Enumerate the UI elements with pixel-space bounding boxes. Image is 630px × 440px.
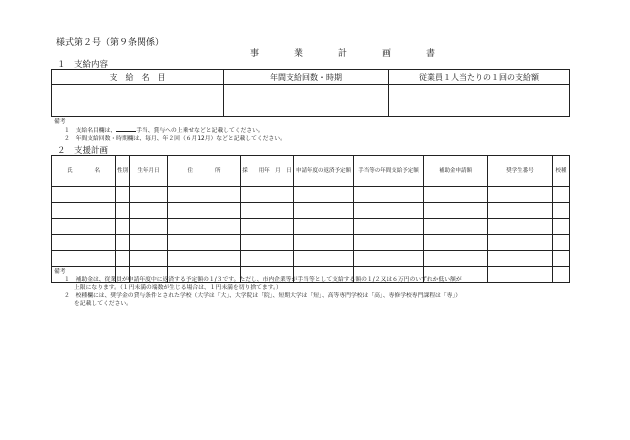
cell[interactable] <box>553 251 570 267</box>
cell[interactable] <box>116 187 130 203</box>
section-heading-support-plan: ２ 支援計画 <box>57 146 109 156</box>
cell[interactable] <box>354 203 424 219</box>
header-school-type: 校種 <box>553 156 570 187</box>
cell[interactable] <box>354 235 424 251</box>
section-heading-payment: １ 支給内容 <box>57 60 109 70</box>
header-payment-item: 支 給 名 目 <box>52 70 224 85</box>
note-line: １ 補助金は、従業員が申請年度中に返済する予定額の１/３です。ただし、市内企業等が手当等として支給する額の１/２又は６万円のいずれか低い額が <box>64 277 462 283</box>
cell[interactable] <box>52 235 116 251</box>
cell[interactable] <box>168 235 241 251</box>
section2-notes <box>54 268 462 308</box>
note-text: １ 支給名目欄は、 <box>64 128 117 134</box>
cell[interactable] <box>553 203 570 219</box>
cell[interactable] <box>294 235 354 251</box>
cell[interactable] <box>241 219 294 235</box>
cell[interactable] <box>424 251 488 267</box>
cell[interactable] <box>116 251 130 267</box>
note-line <box>54 126 286 135</box>
note-line: 上限になります。（１円未満の端数が生じる場合は、１円未満を切り捨てます。） <box>74 285 282 291</box>
cell-payment-item[interactable] <box>52 85 224 117</box>
header-name: 氏 名 <box>52 156 116 187</box>
note-line: を記載してください。 <box>74 301 132 307</box>
note-line: ２ 校種欄には、奨学金の貸与条件とされた学校（大学は「大」、大学院は「院」、短期大学は「短」、高等専門学校は「高」、専修学校専門課程は「専」） <box>64 293 462 299</box>
cell-annual-count[interactable] <box>224 85 389 117</box>
header-amount-per-employee: 従業員１人当たりの１回の支給額 <box>389 70 570 85</box>
cell[interactable] <box>116 219 130 235</box>
cell[interactable] <box>488 267 553 283</box>
cell[interactable] <box>488 203 553 219</box>
support-plan-table <box>51 155 570 283</box>
cell-amount[interactable] <box>389 85 570 117</box>
cell[interactable] <box>424 203 488 219</box>
cell[interactable] <box>52 187 116 203</box>
header-address: 住 所 <box>168 156 241 187</box>
payment-table <box>51 69 570 117</box>
cell[interactable] <box>294 203 354 219</box>
payment-table-row <box>52 85 570 117</box>
cell[interactable] <box>241 235 294 251</box>
cell[interactable] <box>52 203 116 219</box>
cell[interactable] <box>553 219 570 235</box>
header-scholarship-number: 奨学生番号 <box>488 156 553 187</box>
document-title: 事 業 計 画 書 <box>250 49 449 59</box>
notes-label: 備考 <box>54 269 66 275</box>
form-number: 様式第２号（第９条関係） <box>56 38 165 48</box>
cell[interactable] <box>294 187 354 203</box>
cell[interactable] <box>488 219 553 235</box>
header-repayment: 申請年度の返済予定額 <box>294 156 354 187</box>
note-line: ２ 年間支給回数・時期欄は、毎月、年２回（６月12月）などと記載してください。 <box>64 136 286 142</box>
cell[interactable] <box>553 235 570 251</box>
cell[interactable] <box>52 251 116 267</box>
cell[interactable] <box>130 235 168 251</box>
cell[interactable] <box>130 251 168 267</box>
support-plan-header <box>52 156 570 187</box>
cell[interactable] <box>294 251 354 267</box>
cell[interactable] <box>168 251 241 267</box>
cell[interactable] <box>424 219 488 235</box>
cell[interactable] <box>168 203 241 219</box>
cell[interactable] <box>488 187 553 203</box>
table-row <box>52 187 570 203</box>
cell[interactable] <box>553 267 570 283</box>
cell[interactable] <box>116 235 130 251</box>
cell[interactable] <box>294 219 354 235</box>
cell[interactable] <box>241 203 294 219</box>
header-hire-date: 採 用年 月 日 <box>241 156 294 187</box>
blank-line <box>116 126 136 132</box>
payment-table-header <box>52 70 570 85</box>
table-row <box>52 251 570 267</box>
header-subsidy: 補助金申請額 <box>424 156 488 187</box>
cell[interactable] <box>116 203 130 219</box>
section1-notes <box>54 118 286 143</box>
cell[interactable] <box>488 251 553 267</box>
cell[interactable] <box>130 187 168 203</box>
cell[interactable] <box>52 219 116 235</box>
cell[interactable] <box>130 219 168 235</box>
cell[interactable] <box>488 235 553 251</box>
cell[interactable] <box>168 219 241 235</box>
cell[interactable] <box>424 187 488 203</box>
cell[interactable] <box>130 203 168 219</box>
header-birthdate: 生年月日 <box>130 156 168 187</box>
cell[interactable] <box>354 187 424 203</box>
notes-label: 備考 <box>54 119 66 125</box>
note-text: 手当、賞与への上乗せなどと記載してください。 <box>136 128 264 134</box>
cell[interactable] <box>354 219 424 235</box>
cell[interactable] <box>241 251 294 267</box>
table-row <box>52 235 570 251</box>
header-annual-count: 年間支給回数・時期 <box>224 70 389 85</box>
cell[interactable] <box>168 187 241 203</box>
table-row <box>52 203 570 219</box>
table-row <box>52 219 570 235</box>
cell[interactable] <box>424 235 488 251</box>
cell[interactable] <box>553 187 570 203</box>
header-allowance: 手当等の年間支給予定額 <box>354 156 424 187</box>
header-gender: 性別 <box>116 156 130 187</box>
cell[interactable] <box>241 187 294 203</box>
cell[interactable] <box>354 251 424 267</box>
